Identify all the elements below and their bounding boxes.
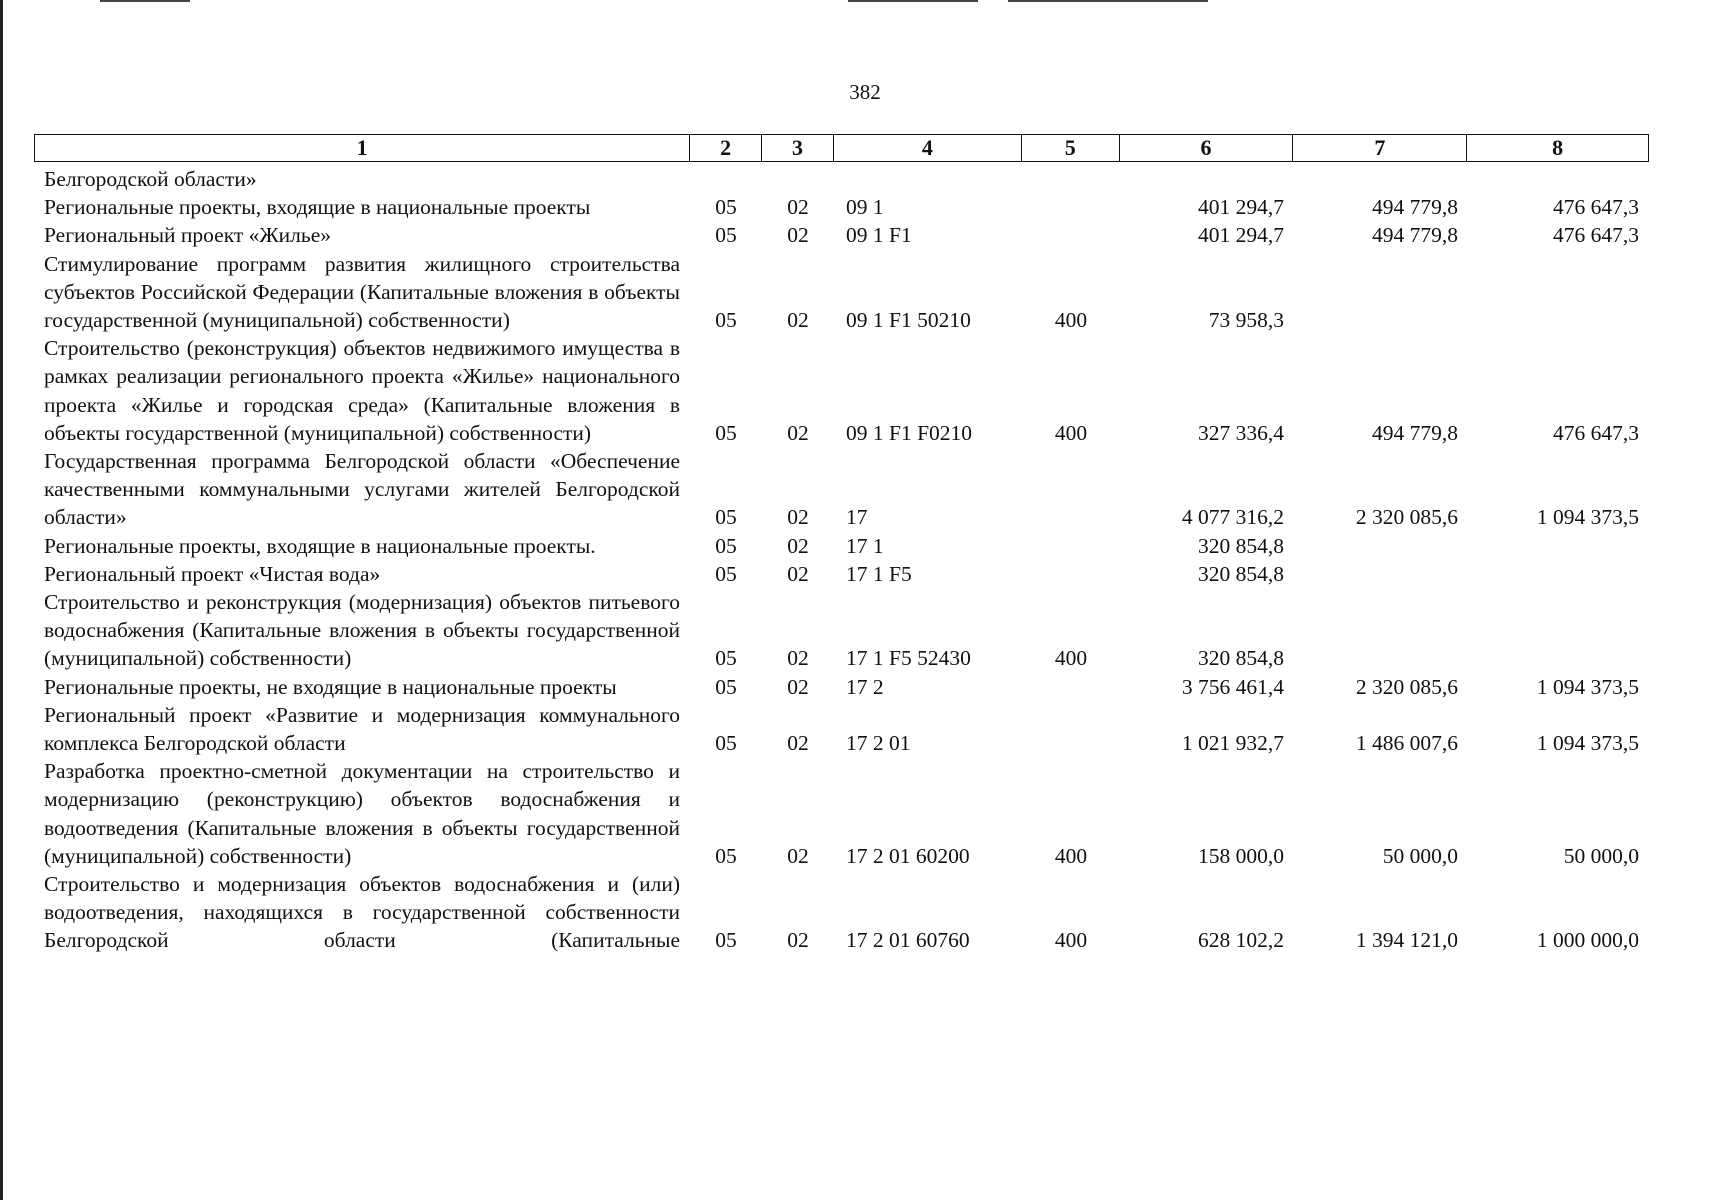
row-description: Стимулирование программ развития жилищного строительства субъектов Российской Федерации (Капитальные вложения в объекты государственной (муниципальной) собственности) (44, 251, 680, 333)
table-row (34, 673, 1649, 701)
table-row (34, 193, 1649, 221)
row-target-code: 17 2 01 60200 (846, 843, 970, 868)
row-amount-col6: 401 294,7 (1198, 195, 1284, 220)
row-target-code: 17 2 (846, 674, 884, 699)
row-section: 05 (715, 308, 737, 333)
row-section: 05 (715, 195, 737, 220)
row-subsection: 02 (787, 420, 809, 445)
scan-artifact-line (100, 0, 190, 2)
table-row (34, 221, 1649, 249)
row-subsection: 02 (787, 223, 809, 248)
row-amount-col7: 494 779,8 (1372, 195, 1458, 220)
row-subsection: 02 (787, 731, 809, 756)
row-section: 05 (715, 420, 737, 445)
row-amount-col6: 73 958,3 (1208, 308, 1284, 333)
row-description: Региональные проекты, входящие в национальные проекты. (44, 533, 596, 558)
row-target-code: 17 1 F5 52430 (846, 646, 971, 671)
table-row (34, 334, 1649, 447)
row-amount-col8: 50 000,0 (1563, 843, 1639, 868)
row-amount-col7: 1 486 007,6 (1355, 731, 1458, 756)
row-amount-col8: 476 647,3 (1553, 223, 1639, 248)
row-target-code: 17 2 01 (846, 731, 911, 756)
row-target-code: 09 1 F1 50210 (846, 308, 971, 333)
row-section: 05 (715, 223, 737, 248)
budget-table (34, 165, 1649, 955)
row-target-code: 17 1 (846, 533, 884, 558)
column-header-8: 8 (1552, 135, 1564, 160)
row-amount-col8: 1 094 373,5 (1536, 731, 1639, 756)
column-header-3: 3 (762, 135, 834, 161)
row-subsection: 02 (787, 195, 809, 220)
row-subsection: 02 (787, 928, 809, 953)
row-target-code: 09 1 F1 (846, 223, 912, 248)
row-amount-col6: 628 102,2 (1198, 928, 1284, 953)
row-target-code: 09 1 F1 F0210 (846, 420, 973, 445)
table-row (34, 588, 1649, 673)
row-amount-col8: 476 647,3 (1553, 420, 1639, 445)
table-row (34, 532, 1649, 560)
row-amount-col7: 2 320 085,6 (1355, 505, 1458, 530)
row-amount-col6: 1 021 932,7 (1181, 731, 1284, 756)
row-description: Государственная программа Белгородской области «Обеспечение качественными коммунальными услугами жителей Белгородской области» (44, 449, 680, 530)
row-amount-col7: 494 779,8 (1372, 223, 1458, 248)
row-expense-type: 400 (1054, 420, 1088, 445)
table-row (34, 757, 1649, 870)
row-target-code: 17 1 F5 (846, 561, 912, 586)
table-header (34, 134, 1649, 162)
row-amount-col7: 1 394 121,0 (1355, 928, 1458, 953)
row-amount-col8: 1 094 373,5 (1536, 674, 1639, 699)
row-amount-col6: 320 854,8 (1198, 533, 1284, 558)
row-description: Строительство (реконструкция) объектов недвижимого имущества в рамках реализации регионального проекта «Жилье» национального проекта «Жилье и городская среда» (Капитальные вложения в объекты государственной (муниципальной) собственности) (44, 336, 680, 445)
row-subsection: 02 (787, 505, 809, 530)
row-amount-col6: 4 077 316,2 (1181, 505, 1284, 530)
column-header-4: 4 (834, 135, 1022, 161)
row-section: 05 (715, 843, 737, 868)
row-section: 05 (715, 674, 737, 699)
row-description: Региональные проекты, не входящие в национальные проекты (44, 674, 617, 699)
row-amount-col6: 3 756 461,4 (1181, 674, 1284, 699)
table-row (34, 870, 1649, 955)
row-amount-col7: 2 320 085,6 (1355, 674, 1458, 699)
row-description: Региональный проект «Чистая вода» (44, 561, 381, 586)
row-section: 05 (715, 928, 737, 953)
column-header-2: 2 (690, 135, 762, 161)
row-subsection: 02 (787, 843, 809, 868)
row-amount-col6: 320 854,8 (1198, 646, 1284, 671)
table-row (34, 250, 1649, 335)
table-row (34, 701, 1649, 757)
row-section: 05 (715, 561, 737, 586)
row-amount-col6: 401 294,7 (1198, 223, 1284, 248)
row-target-code: 09 1 (846, 195, 884, 220)
column-header-1: 1 (35, 135, 690, 161)
row-section: 05 (715, 646, 737, 671)
row-subsection: 02 (787, 308, 809, 333)
row-expense-type: 400 (1054, 843, 1088, 868)
row-amount-col8: 1 000 000,0 (1536, 928, 1639, 953)
row-section: 05 (715, 533, 737, 558)
scan-artifact-line (848, 0, 978, 2)
row-target-code: 17 (846, 505, 868, 530)
row-expense-type: 400 (1054, 928, 1088, 953)
row-expense-type: 400 (1054, 646, 1088, 671)
row-amount-col8: 476 647,3 (1553, 195, 1639, 220)
row-subsection: 02 (787, 646, 809, 671)
row-amount-col7: 50 000,0 (1382, 843, 1458, 868)
row-description: Разработка проектно-сметной документации на строительство и модернизацию (реконструкцию) объектов водоснабжения и водоотведения (Капитальные вложения в объекты государственной (муниципальной) собственности) (44, 759, 680, 868)
column-header-7: 7 (1293, 135, 1467, 161)
row-amount-col6: 327 336,4 (1198, 420, 1284, 445)
row-description: Региональный проект «Жилье» (44, 223, 331, 248)
row-subsection: 02 (787, 674, 809, 699)
row-description: Строительство и реконструкция (модернизация) объектов питьевого водоснабжения (Капитальные вложения в объекты государственной (муниципальной) собственности) (44, 590, 680, 671)
row-subsection: 02 (787, 533, 809, 558)
page-number: 382 (849, 80, 881, 104)
scan-edge (0, 0, 3, 1200)
row-description: Региональный проект «Развитие и модернизация коммунального комплекса Белгородской области (44, 702, 680, 756)
row-amount-col6: 158 000,0 (1198, 843, 1284, 868)
column-header-5: 5 (1022, 135, 1120, 161)
row-target-code: 17 2 01 60760 (846, 928, 970, 953)
row-expense-type: 400 (1054, 308, 1088, 333)
row-description: Строительство и модернизация объектов водоснабжения и (или) водоотведения, находящихся в государственной собственности Белгородской области (Капитальные (44, 872, 680, 953)
row-description: Региональные проекты, входящие в национальные проекты (44, 195, 591, 220)
table-row (34, 447, 1649, 532)
row-amount-col6: 320 854,8 (1198, 561, 1284, 586)
row-section: 05 (715, 505, 737, 530)
row-amount-col7: 494 779,8 (1372, 420, 1458, 445)
row-section: 05 (715, 731, 737, 756)
row-amount-col8: 1 094 373,5 (1536, 505, 1639, 530)
row-subsection: 02 (787, 561, 809, 586)
scan-artifact-line (1008, 0, 1208, 2)
table-row (34, 165, 1649, 193)
column-header-6: 6 (1120, 135, 1294, 161)
table-row (34, 560, 1649, 588)
row-description: Белгородской области» (44, 167, 257, 191)
